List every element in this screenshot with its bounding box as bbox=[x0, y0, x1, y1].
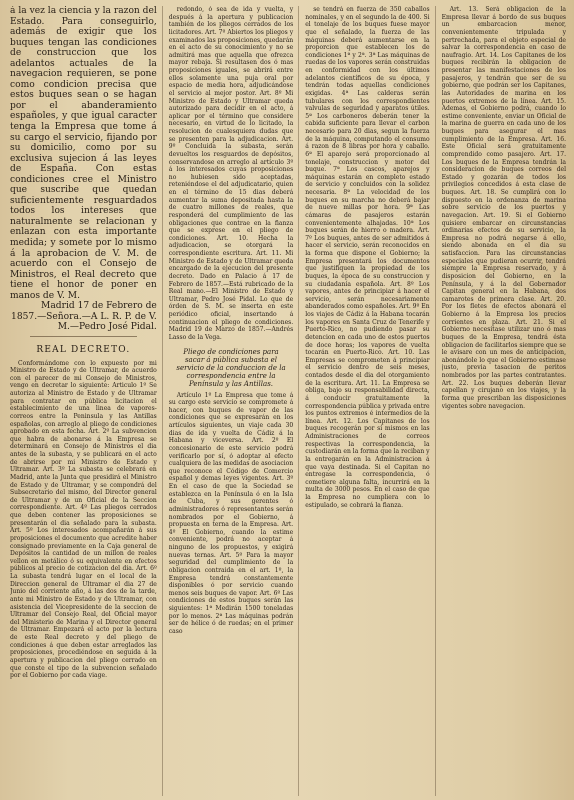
column-3 bbox=[305, 6, 435, 796]
conditions-continuation-2: Art. 13. Será obligacion de la Empresa llevar á bordo de sus buques un embarcacion menor, convenientemente tripulada y pertrechada, para el objeto especial de salvar la correspondencia en caso de naufragio. Art. 14. Los Capitanes de los buques recibirán la obligacion de presentar las manifestaciones de los pasajeros, y tendrán que ser de su gobierno, que podrán ser los Capitanes, las Autoridades de marina en los puertos extremos de la línea. Art. 15. Ademas, el Gobierno podrá, cuando lo estime conveniente, enviar un Oficial de la marina de guerra en cada uno de los buques para asegurar el mas cumplimiento de la Empresa. Art. 16. Este Oficial será gratuitamente comprendido como pasajero. Art. 17. Los buques de la Empresa tendrán la consideracion de buques correos del Estado y gozarán de todos los privilegios concedidos á esta clase de buques. Art. 18. Se cumplirá con lo dispuesto en la ordenanza de marina sobre servicio de los puertos y navegacion. Art. 19. Si el Gobierno quisiere embarcar en circunstancias ordinarias efectos de su servicio, la Empresa no podrá negarse á ello, siendo abonada en el dia su satisfaccion. Para las circunstancias especiales que pudieran ocurrir, tendrá siempre la Empresa reservado, y á disposicion del Gobierno, en la Península, y á la del Gobernador Capitan general en la Habana, dos camarotes de primera clase. Art. 20. Por los fletes de efectos abonará el Gobierno á la Empresa los precios corrientes en plaza. Art. 21. Si el Gobierno necesitase utilizar uno ó mas buques de la Empresa, tendrá ésta obligacion de facilitarlos siempre que se le avisare con un mes de anticipacion, abonándole lo que el Gobierno estimase justo, previa tasacion de peritos nombrados por las partes contratantes. Art. 22. Los buques deberán llevar capellan y cirujano en los viajes, y la forma que prescriban las disposiciones vigentes sobre navegacion. bbox=[441, 6, 567, 410]
decree-body: Conformándome con lo expuesto por mi Ministro de Estado y de Ultramar, de acuerdo con el parecer de mi Consejo de Ministros, vengo en decretar lo siguiente: Articulo 1º Se autoriza al Ministro de Estado y de Ultramar para contratar en pública licitacion el establecimiento de una linea de vapores-correos entre la Peninsula y las Antillas españolas, con arreglo al pliego de condiciones aprobado en esta fecha. Art. 2º La subvencion que habra de abonarse á la Empresa se determinará en Consejo de Ministros el dia antes de la subasta, y se publicará en el acto de abrirse por mi Ministro de Estado y Ultramar. Art. 3º La subasta se celebrará en Madrid, ante la Junta que presidirá el Ministro de Estado y de Ultramar, y se compondrá del Subsecretario del mismo, del Director general de Ultramar y de un Oficial de la Seccion correspondiente. Art. 4º Las pliegos cerrados que deben contener las proposiciones se presentarán el dia señalado para la subasta. Art. 5º Los interesados acompañarán á sus proposiciones el documento que acredite haber consignado previamente en la Caja general de Depósitos la cantidad de un millon de reales vellon en metálico ó su equivalente en efectos públicos al precio de cotizacion del dia. Art. 6º La subasta tendrá lugar en el local de la Direccion general de Ultramar el dia 27 de Junio del corriente año, á las dos de la tarde, ante mi Ministro de Estado y de Ultramar, con asistencia del Vicepresidente de la seccion de Ultramar del Consejo Real, del Oficial mayor del Ministerio de Marina y el Director general de Ultramar. Empezará el acto por la lectura de este Real decreto y del pliego de condiciones á que deben estar arreglados las proposiciones, procediéndose en seguida á la apertura y publicacion del pliego cerrado en que conste el tipo de la subvencion señalado por el Gobierno por cada viage. bbox=[10, 359, 157, 680]
exposition-date-signature: Madrid 17 de Febrero de 1857.—Señora.—A L. R. P. de V. M.—Pedro José Pidal. bbox=[11, 301, 157, 333]
decree-heading: REAL DECRETO. bbox=[36, 344, 131, 355]
decree-continuation: redondo, ó sea de ida y vuelta, y después á la apertura y publicacion también de los pliegos cerrados de los licitadores. Art. 7º Abiertos los pliegos y examinados las proposiciones, quedarán en el acto de su conocimiento y no se admitirá mas que aquella que ofrezca mayor rebaja. Si resultasen dos ó mas proposiciones iguales, se abrirá entre ellos solamente una puja oral por espacio de media hora, adjudicándose el servicio al mejor postor. Art. 8º Mi Ministro de Estado y Ultramar queda autorizado para decidir en el acto, á aplicar por el término que considere necesario, en virtud de lo licitado, la resolucion de cualesquiera dudas que se presenten para la adjudicacion. Art. 9º Concluida la subasta, serán devueltos los resguardos de depósitos, conservandose en arreglo al artículo 3º á los interesados cuyas proposiciones no hubiesen sido aceptadas, reteniéndose el del adjudicatario, quien en el término de 15 dias deberá aumentar la suma depositada hasta la de cuatro millones de reales, que responderá del cumplimiento de las obligaciones que contrae en la fianza que se exprese en el pliego de condiciones. Art. 10. Hecha la adjudicacion, se otorgará la correspondiente escritura. Art. 11. Mi Ministro de Estado y de Ultramar queda encargado de la ejecucion del presente decreto. Dado en Palacio á 17 de Febrero de 1857.—Está rubricado de la Real mano.—El Ministro de Estado y Ultramar, Pedro José Pidal. Lo que de órden de S. M. se inserta en este periódico oficial, insertando á continuacion el pliego de condiciones. Madrid 19 de Marzo de 1857.—Andrés Lasso de la Vega. bbox=[168, 6, 294, 341]
divider bbox=[30, 336, 137, 337]
exposition-text: á la vez la ciencia y la razon del Estado. Para conseguirlo, además de exigir que los buques tengan las condiciones de construccion que los adelantos actuales de la navegacion requieren, se pone como condicion precisa que estos buques sean o se hagan por el abanderamiento españoles, y que igual caracter tenga la Empresa que tome á su cargo el servicio, fijando por su domicilio, como por su exclusiva sujecion á las leyes de España. Con estas condiciones cree el Ministro que suscribe que quedan suficientemente resguardados todos los intereses que naturalmente se relacionan y enlazan con esta importante medida; y somete por lo mismo á la aprobacion de V. M. de acuerdo con el Consejo de Ministros, el Real decreto que tiene el honor de poner en manos de V. M. bbox=[10, 6, 157, 301]
conditions-body: Artículo 1º La Empresa que tome á su cargo este servicio se compromete á hacer, con buques de vapor de las condiciones que se expresarán en los artículos siguientes, un viaje cada 30 dias de ida y vuelta de Cádiz á la Habana y viceversa. Art. 2º El concesionario de este servicio podrá verificarlo por sí, ó adoptar al efecto cualquiera de las medidas de asociacion que reconoce el Código de Comercio español y demas leyes vigentes. Art. 3º En el caso de que la Sociedad se establezca en la Península ó en la Isla de Cuba, y sus gerentes ó administradores ó representantes serán nombrados por el Gobierno, á propuesta en terna de la Empresa. Art. 4º El Gobierno, cuando la estime conveniente, podrá no aceptar á ninguno de los propuestos, y exigirá nuevas ternas. Art. 5º Para la mayor seguridad del cumplimiento de la obligacion contraida en el art. 1º, la Empresa tendrá constantemente disponibles ó por servicio cuando menos seis buques de vapor. Art. 6º Las condiciones de estos buques serán las siguientes: 1ª Medirán 1500 toneladas por lo menos. 2ª Las máquinas podrán ser de hélice ó de ruedas; en el primer caso bbox=[168, 391, 294, 635]
column-1 bbox=[10, 6, 163, 796]
column-2 bbox=[169, 6, 299, 796]
conditions-continuation: se tendrá en fuerza de 350 caballos nominales, y en el segundo la de 400. Si el tonelaje de los buques fuese mayor que el señalado, la fuerza de las máquinas deberá aumentarse en la proporcion que establecen los de condiciones 1ª y 2ª. 3ª Las máquinas de ruedas de los vapores serán construidas en conformidad con los últimos adelantos científicos de su época, y tendrán todas aquellas condiciones exigidas. 4ª Las calderas serán tubulares con los correspondientes valvulas de seguridad y aparatos útiles. 5ª Los carboneros deberán tener la cabida suficiente para llevar el carbon necesario para 20 dias, segun la fuerza de la máquina, computando el consumo á razon de 8 libras por hora y caballo. 6ª El aparejo será proporcionado al tonelaje, construccion y motor del buque. 7ª Los cascos, aparejos y máquinas estarán en completo estado de servicio y concluidos con la solidez necesaria. 8ª La velocidad de los buques en su marcha no deberá bajar de nueve millas por hora. 9ª Las cámaras de pasajeros estarán convenientemente alhajadas. 10ª Los buques serán de hierro o madera. Art. 7º Los buques, antes de ser admitidos á hacer el servicio, serán reconocidos en la forma que dispone el Gobierno; la Empresa presentará los documentos que justifiquen la propiedad de los buques, la época de su construccion y su ciudadanía española. Art. 8º Los vapores, antes de principiar á hacer el servicio, serán necesariamente abanderados como españoles. Art. 9º En los viajes de Cádiz á la Habana tocarán los vapores en Santa Cruz de Tenerife y Puerto-Rico, no pudiendo pasar su detencion en cada uno de estos puertos de doce horas; los vapores de vuelta tocarán en Puerto-Rico. Art. 10. Las Empresas se comprometen á principiar el servicio dentro de seis meses, contados desde el dia del otorgamiento de la escritura. Art. 11. La Empresa se obliga, bajo su responsabilidad directa, á conducir gratuitamente la correspondencia pública y privada entre los puntos extremos é intermedios de la línea. Art. 12. Los Capitanes de los buques recogerán por sí mismos en las Administraciones de correos respectivas la correspondencia, la custodiarán en la forma que la reciban y la entregarán en la Administracion á que vaya destinada. Si el Capitan no entregase la correspondencia, ó cometiere alguna falta, incurrirá en la multa de 3000 pesos. En el caso de que la Empresa no cumpliera con lo estipulado, se cobrará la fianza. bbox=[305, 6, 430, 509]
conditions-heading: Pliego de condiciones para sacar á pública subasta el servicio de la conduccion de la correspondencia entre la Península y las Antillas. bbox=[176, 347, 286, 388]
column-4 bbox=[442, 6, 566, 796]
